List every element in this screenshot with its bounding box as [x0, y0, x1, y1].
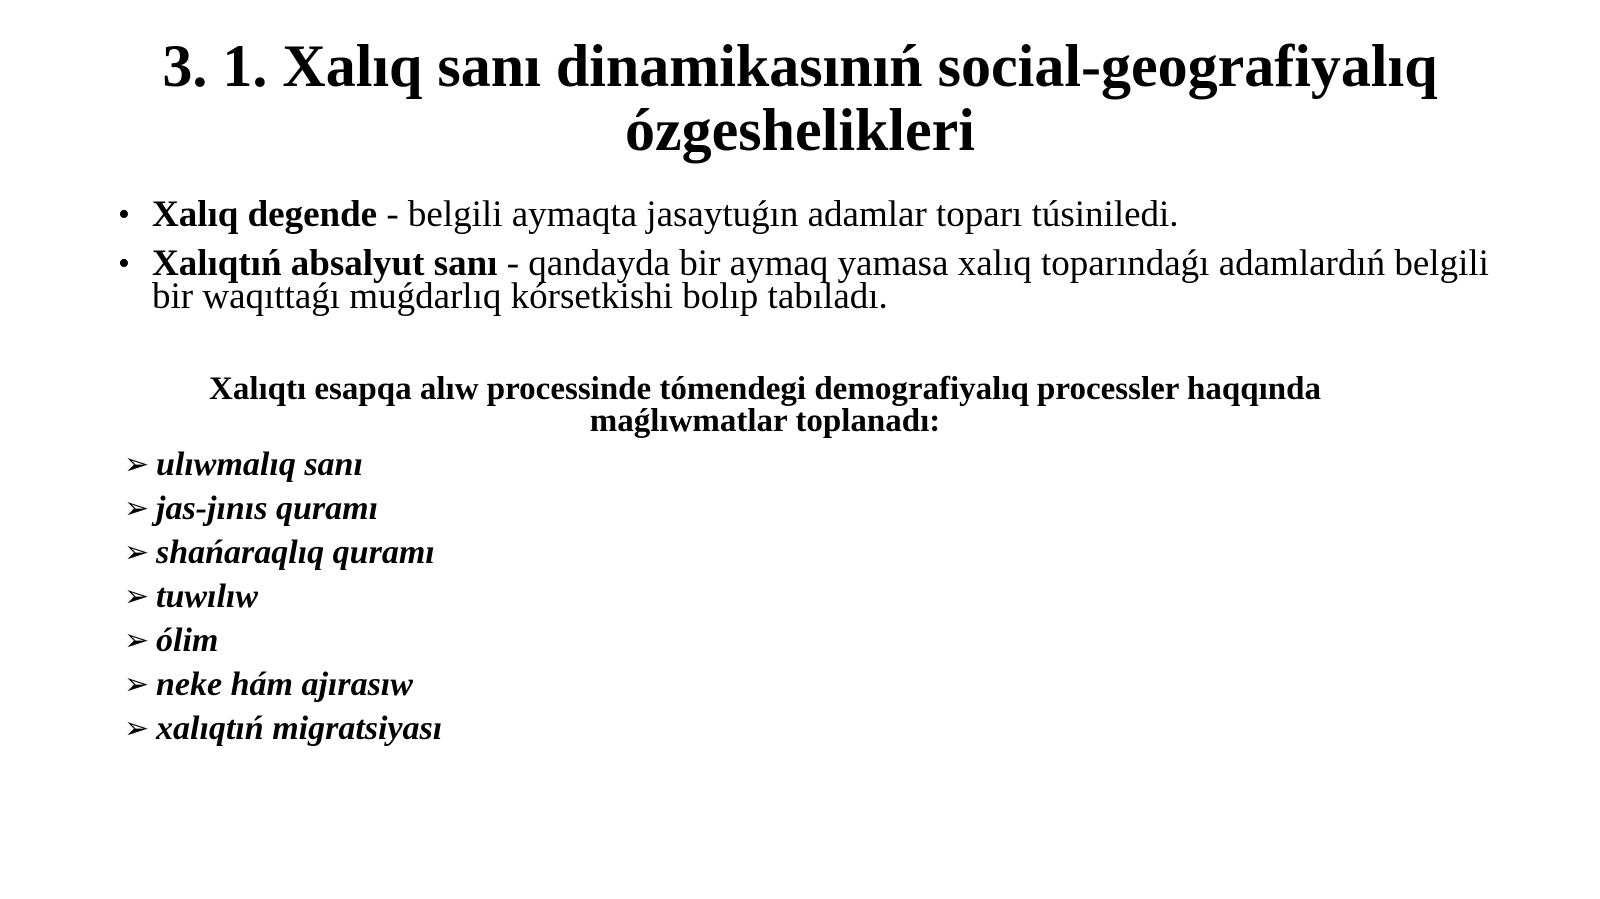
- process-label: xalıqtıń migratsiyası: [156, 710, 443, 747]
- process-item: [124, 575, 442, 619]
- arrow-bullet-icon: ➢: [124, 623, 150, 658]
- definitions-list: [118, 194, 1518, 329]
- definition-item: [118, 243, 1518, 317]
- definition-text: - belgili aymaqta jasaytuǵın adamlar toparı túsiniledi.: [377, 194, 1179, 235]
- processes-intro: [100, 373, 1430, 437]
- process-label: shańaraqlıq quramı: [156, 534, 435, 571]
- definition-item: [118, 194, 1518, 235]
- definition-text: - qandayda bir aymaq yamasa xalıq toparındaǵı adamlardıń belgili bir waqıttaǵı muǵdarlıq kórsetkishi bolıp tabıladı.: [152, 243, 1489, 317]
- process-label: ólim: [156, 622, 219, 659]
- process-item: [124, 531, 442, 575]
- process-item: [124, 707, 442, 751]
- arrow-bullet-icon: ➢: [124, 535, 150, 570]
- process-item: [124, 443, 442, 487]
- process-label: neke hám ajırasıw: [156, 666, 413, 703]
- process-label: tuwılıw: [156, 578, 259, 615]
- arrow-bullet-icon: ➢: [124, 447, 150, 482]
- processes-intro-line-1: Xalıqtı esapqa alıw processinde tómendegi demografiyalıq processler haqqında: [208, 371, 1321, 407]
- processes-list: [124, 443, 442, 751]
- definition-term: Xalıqtıń absalyut sanı: [152, 243, 498, 284]
- arrow-bullet-icon: ➢: [124, 579, 150, 614]
- slide-title-line-2: ózgeshelikleri: [625, 97, 975, 163]
- process-item: [124, 619, 442, 663]
- slide-title: [100, 34, 1500, 162]
- arrow-bullet-icon: ➢: [124, 711, 150, 746]
- arrow-bullet-icon: ➢: [124, 667, 150, 702]
- processes-intro-line-2: maǵlıwmatlar toplanadı:: [589, 403, 941, 439]
- process-label: jas-jınıs quramı: [156, 490, 379, 527]
- bullet-icon: •: [118, 196, 130, 233]
- arrow-bullet-icon: ➢: [124, 491, 150, 526]
- bullet-icon: •: [118, 245, 130, 282]
- slide-title-line-1: 3. 1. Xalıq sanı dinamikasınıń social-geografiyalıq: [162, 33, 1438, 99]
- process-label: ulıwmalıq sanı: [156, 446, 363, 483]
- process-item: [124, 663, 442, 707]
- process-item: [124, 487, 442, 531]
- definition-term: Xalıq degende: [152, 194, 378, 235]
